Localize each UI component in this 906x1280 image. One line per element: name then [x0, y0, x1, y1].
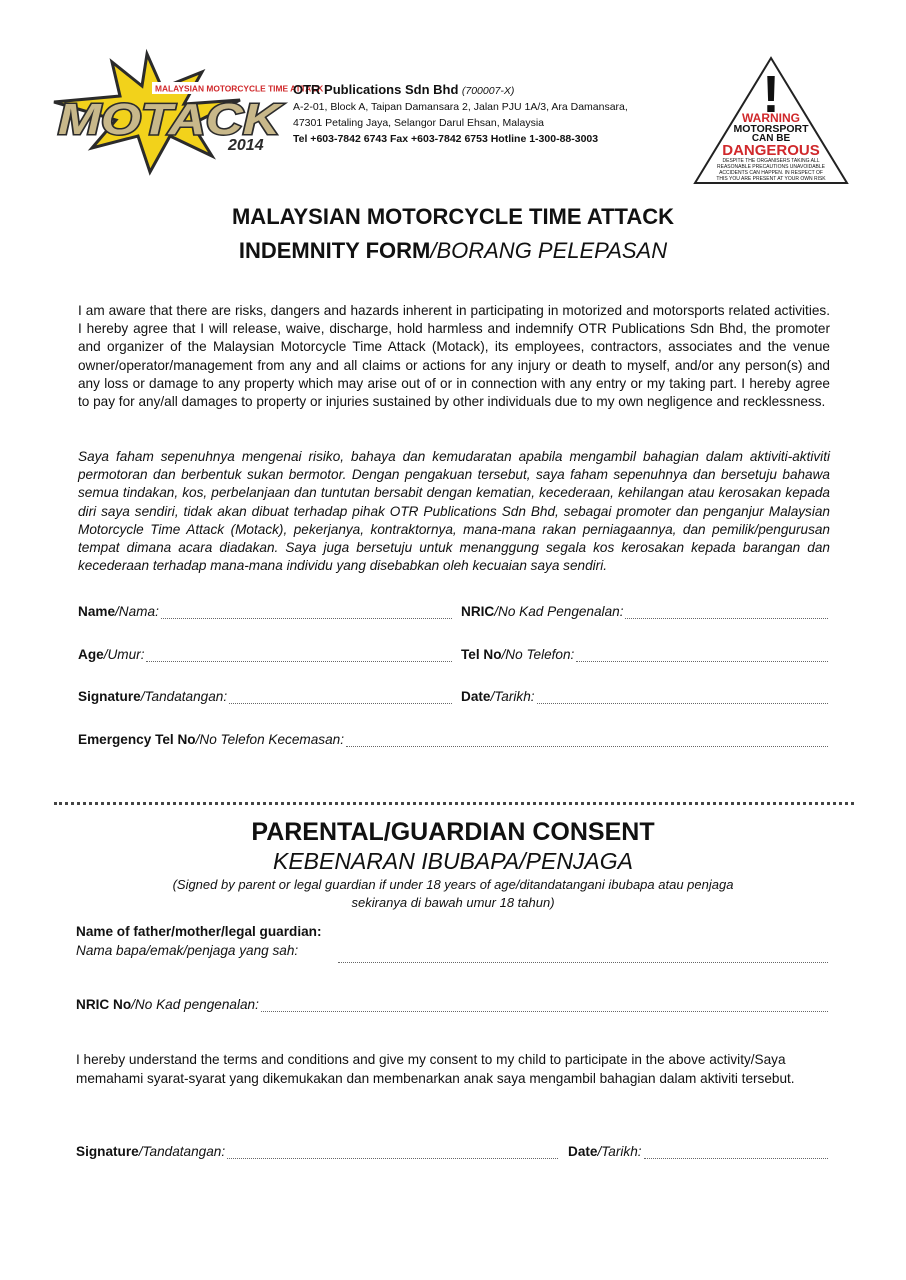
guardian-name-input-line[interactable] [338, 948, 828, 963]
form-title-line2 [0, 238, 906, 264]
warning-fine-print-3: ACCIDENTS CAN HAPPEN. IN RESPECT OF [719, 170, 823, 176]
guardian-date-field[interactable] [568, 1144, 828, 1159]
company-contact: Tel +603-7842 6743 Fax +603-7842 6753 Hotline 1-300-88-3003 [293, 133, 599, 145]
signature-input-line[interactable] [229, 689, 452, 704]
warning-line3: CAN BE [751, 133, 791, 144]
consent-title: PARENTAL/GUARDIAN CONSENT [251, 818, 655, 846]
date-field[interactable] [461, 689, 828, 704]
logo-year-text: 2014 [228, 137, 264, 154]
warning-exclamation: ! [762, 66, 780, 124]
consent-subtitle: KEBENARAN IBUBAPA/PENJAGA [272, 848, 633, 874]
nric-label-ms: /No Kad Pengenalan: [494, 604, 624, 619]
nric-field[interactable] [461, 604, 828, 619]
guardian-nric-field[interactable] [76, 997, 828, 1012]
signature-label-en: Signature [78, 689, 141, 704]
name-label-en: Name [78, 604, 116, 619]
guardian-nric-label-ms: /No Kad pengenalan: [131, 997, 259, 1012]
guardian-name-label-ms: Nama bapa/emak/penjaga yang sah: [76, 943, 299, 958]
tel-field[interactable] [461, 647, 828, 662]
tel-label-ms: /No Telefon: [501, 647, 575, 662]
guardian-date-input-line[interactable] [644, 1144, 828, 1159]
logo-banner-text: MALAYSIAN MOTORCYCLE TIME ATTACK [155, 83, 324, 94]
name-input-line[interactable] [161, 604, 452, 619]
form-title-line1: MALAYSIAN MOTORCYCLE TIME ATTACK [231, 204, 675, 229]
name-label-ms: /Nama: [115, 604, 159, 619]
consent-note-line1: (Signed by parent or legal guardian if under 18 years of age/ditandatangani ibubapa atau penjaga [172, 877, 734, 892]
date-label-en: Date [461, 689, 491, 704]
nric-label-en: NRIC [461, 604, 495, 619]
section-divider [54, 802, 854, 805]
guardian-signature-label-en: Signature [76, 1144, 139, 1159]
guardian-nric-label-en: NRIC No [76, 997, 132, 1012]
form-title-malay: /BORANG PELEPASAN [430, 238, 668, 263]
warning-line4: DANGEROUS [722, 142, 820, 159]
indemnity-paragraph-malay: Saya faham sepenuhnya mengenai risiko, bahaya dan kemudaratan apabila mengambil bahagian dalam aktiviti-aktiviti permotoran dan berbentuk sukan bermotor. Dengan pengakuan tersebut, saya faham sepenuhnya dan bersetuju bahawa semua tindakan, kos, perbelanjaan dan tuntutan bersabit dengan kematian, kecederaan, kehilangan atau kerosakan kepada diri saya sendiri, tidak akan dibuat terhadap pihak OTR Publications Sdn Bhd, sebagai promoter dan penganjur Malaysian Motorcycle Time Attack (Motack), pekerjanya, kontraktornya, mana-mana rakan perniagaannya, dan pemilik/pengurusan tempat dimana acara diadakan. Saya juga bersetuju untuk menanggung segala kos kerosakan kepada barangan dan kecederaan terhadap mana-mana individu yang disebabkan oleh kecuaian saya sendiri. [78, 449, 830, 574]
signature-field[interactable] [78, 689, 452, 704]
consent-note-line2: sekiranya di bawah umur 18 tahun) [351, 895, 555, 910]
date-label-ms: /Tarikh: [490, 689, 535, 704]
warning-triangle-icon [692, 56, 850, 186]
nric-input-line[interactable] [625, 604, 828, 619]
name-field[interactable] [78, 604, 452, 619]
guardian-signature-label-ms: /Tandatangan: [138, 1144, 226, 1159]
tel-label-en: Tel No [461, 647, 502, 662]
company-address-line2: 47301 Petaling Jaya, Selangor Darul Ehsan, Malaysia [293, 117, 544, 129]
tel-input-line[interactable] [576, 647, 828, 662]
emergency-input-line[interactable] [346, 732, 828, 747]
guardian-signature-input-line[interactable] [227, 1144, 558, 1159]
guardian-nric-input-line[interactable] [261, 997, 828, 1012]
age-field[interactable] [78, 647, 452, 662]
company-name: OTR Publications Sdn Bhd [293, 82, 459, 97]
warning-fine-print-1: DESPITE THE ORGANISERS TAKING ALL [722, 158, 820, 164]
guardian-date-label-ms: /Tarikh: [597, 1144, 642, 1159]
warning-fine-print-2: REASONABLE PRECAUTIONS UNAVOIDABLE [717, 164, 825, 170]
form-title-english: INDEMNITY FORM [238, 238, 431, 263]
indemnity-paragraph-english: I am aware that there are risks, dangers and hazards inherent in participating in motorized and motorsports related activities. I hereby agree that I will release, waive, discharge, hold harmless and indemnify OTR Publications Sdn Bhd, the promoter and organizer of the Malaysian Motorcycle Time Attack (Motack), its employees, contractors, associates and the venue owner/operator/management from any and all claims or actions for any injury or death to myself, and/or any person(s) and any loss or damage to any property which may arise out of or in connection with any entry or my taking part. I hereby agree to pay for any/all damages to property or injuries sustained by other individuals due to my own negligence and recklessness. [78, 303, 830, 410]
signature-label-ms: /Tandatangan: [140, 689, 228, 704]
age-label-en: Age [78, 647, 104, 662]
age-label-ms: /Umur: [103, 647, 145, 662]
emergency-label-en: Emergency Tel No [78, 732, 196, 747]
company-reg-no: (700007-X) [461, 85, 515, 97]
guardian-signature-field[interactable] [76, 1144, 558, 1159]
age-input-line[interactable] [146, 647, 452, 662]
warning-line2: MOTORSPORT [733, 123, 809, 135]
logo-brand-text: MOTACK [58, 95, 284, 144]
consent-statement: I hereby understand the terms and conditions and give my consent to my child to participate in the above activity/Saya memahami syarat-syarat yang dikemukakan dan membenarkan anak saya mengambil bahagian dalam aktiviti tersebut. [76, 1052, 795, 1086]
consent-note [150, 876, 756, 912]
guardian-date-label-en: Date [568, 1144, 598, 1159]
warning-line1: WARNING [742, 111, 800, 125]
emergency-tel-field[interactable] [78, 732, 828, 747]
warning-fine-print-4: THIS YOU ARE PRESENT AT YOUR OWN RISK [716, 176, 826, 182]
company-address-line1: A-2-01, Block A, Taipan Damansara 2, Jalan PJU 1A/3, Ara Damansara, [293, 101, 628, 113]
company-info [293, 82, 628, 147]
date-input-line[interactable] [537, 689, 828, 704]
motack-logo [52, 52, 324, 174]
emergency-label-ms: /No Telefon Kecemasan: [195, 732, 344, 747]
guardian-name-label-en: Name of father/mother/legal guardian: [76, 924, 322, 939]
